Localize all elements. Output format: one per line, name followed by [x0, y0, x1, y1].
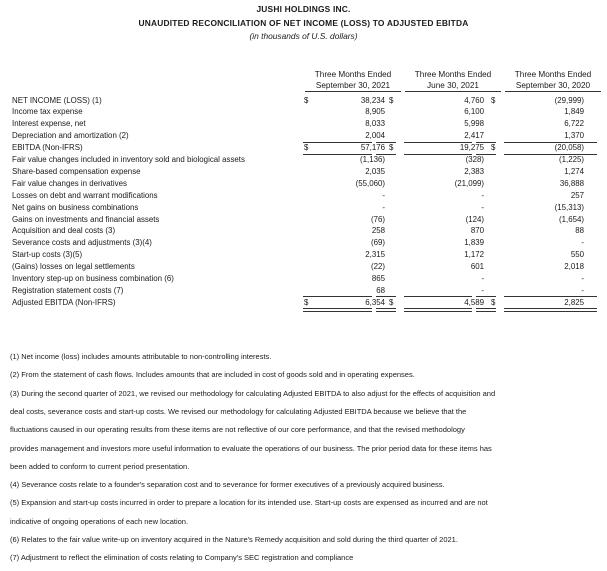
row-value: 2,315: [365, 250, 385, 260]
table-rule: [404, 308, 472, 312]
row-value: 1,172: [464, 250, 484, 260]
table-row: [12, 142, 597, 154]
units-note: (in thousands of U.S. dollars): [249, 31, 358, 41]
footnote-line: (1) Net income (loss) includes amounts attributable to non-controlling interests.: [10, 352, 272, 361]
row-value: 88: [575, 226, 584, 236]
table-row: [12, 154, 597, 166]
row-label: Depreciation and amortization (2): [12, 131, 129, 141]
footnote-line: (5) Expansion and start-up costs incurred in order to prepare a location for its intended use. Start-up costs are expensed as incurred and are not: [10, 498, 488, 508]
table-row: [12, 95, 597, 107]
table-row: [12, 225, 597, 237]
row-value: (1,225): [558, 155, 584, 164]
row-value: -: [481, 274, 484, 283]
row-value: -: [382, 190, 385, 200]
currency-symbol: $: [389, 95, 394, 105]
table-rule: [303, 296, 372, 297]
table-rule: [376, 142, 396, 143]
row-value: 2,035: [365, 166, 385, 176]
table-rule: [504, 142, 597, 143]
row-label: Registration statement costs (7): [12, 285, 124, 295]
currency-symbol: $: [491, 95, 496, 105]
row-label: Share-based compensation expense: [12, 166, 141, 176]
table-row: [12, 273, 597, 285]
row-label: Fair value changes included in inventory sold and biological assets: [12, 155, 245, 164]
currency-symbol: $: [491, 143, 496, 153]
row-value: 1,849: [564, 107, 584, 117]
table-rule: [404, 154, 472, 155]
table-rule: [504, 296, 597, 297]
row-value: (21,099): [454, 178, 484, 188]
table-row: [12, 237, 597, 249]
row-label: Income tax expense: [12, 107, 83, 117]
column-header-q3-2020: Three Months Ended September 30, 2020: [505, 69, 601, 92]
row-value: 1,370: [564, 131, 584, 141]
row-label: Adjusted EBITDA (Non-IFRS): [12, 297, 116, 307]
row-value: -: [581, 274, 584, 283]
row-value: (55,060): [355, 178, 385, 188]
footnote-line: been added to conform to current period presentation.: [10, 461, 190, 471]
row-label: Fair value changes in derivatives: [12, 178, 127, 188]
row-label: Start-up costs (3)(5): [12, 250, 83, 260]
row-label: EBITDA (Non-IFRS): [12, 143, 83, 153]
row-value: 870: [470, 226, 484, 236]
table-rule: [303, 142, 372, 143]
table-row: [12, 285, 597, 297]
row-value: (1,136): [359, 155, 385, 164]
row-value: 68: [376, 285, 385, 295]
column-header-q2-2021: Three Months Ended June 30, 2021: [405, 69, 501, 92]
row-value: 6,722: [564, 119, 584, 129]
row-label: (Gains) losses on legal settlements: [12, 262, 135, 272]
table-row: [12, 297, 597, 309]
row-label: Gains on investments and financial assets: [12, 214, 160, 224]
row-value: -: [581, 285, 584, 295]
company-name: JUSHI HOLDINGS INC.: [256, 4, 351, 14]
row-value: 2,383: [464, 166, 484, 176]
row-value: 601: [470, 262, 484, 272]
row-label: Losses on debt and warrant modifications: [12, 190, 158, 200]
table-rule: [504, 154, 597, 155]
currency-symbol: $: [491, 297, 496, 307]
table-rule: [476, 142, 496, 143]
currency-symbol: $: [389, 143, 394, 153]
row-value: -: [581, 238, 584, 248]
row-value: -: [382, 202, 385, 212]
table-rule: [404, 296, 472, 297]
table-rule: [476, 154, 496, 155]
footnote-line: (3) During the second quarter of 2021, we revised our methodology for calculating Adjusted EBITDA to also adjust for the effects of acquisition and: [10, 388, 496, 398]
row-value: -: [481, 190, 484, 200]
footnote-line: fluctuations caused in our operating results from these items are not reflective of our core performance, and that the revised methodology: [10, 425, 465, 435]
row-value: 5,998: [464, 119, 484, 129]
table-row: [12, 166, 597, 178]
column-header-q3-2021: Three Months Ended September 30, 2021: [305, 69, 401, 92]
row-value: 38,234: [360, 95, 385, 105]
row-value: 2,004: [365, 131, 385, 141]
row-value: (20,058): [554, 143, 584, 153]
footnote-line: indicative of ongoing operations of each new location.: [10, 516, 189, 526]
row-value: 1,274: [564, 166, 584, 176]
table-rule: [376, 308, 396, 312]
table-rule: [504, 308, 597, 312]
footnote-line: (7) Adjustment to reflect the elimination of costs relating to Company's SEC registration and compliance: [10, 553, 354, 563]
row-value: -: [481, 202, 484, 212]
table-row: [12, 106, 597, 118]
row-value: 36,888: [559, 178, 584, 188]
row-value: (22): [370, 262, 385, 272]
row-value: 2,417: [464, 131, 484, 141]
row-value: 258: [371, 226, 385, 236]
row-value: 6,354: [365, 297, 385, 307]
table-row: [12, 214, 597, 226]
row-value: 257: [570, 190, 584, 200]
report-title: UNAUDITED RECONCILIATION OF NET INCOME (LOSS) TO ADJUSTED EBITDA: [138, 18, 469, 28]
footnote-line: (2) From the statement of cash flows. Includes amounts that are included in cost of goods sold and in operating expenses.: [10, 370, 415, 380]
table-row: [12, 202, 597, 214]
row-label: Severance costs and adjustments (3)(4): [12, 238, 152, 248]
row-value: 4,589: [464, 297, 484, 307]
row-value: 865: [371, 274, 385, 283]
row-value: 2,825: [564, 297, 584, 307]
row-value: 4,760: [464, 95, 484, 105]
row-value: (1,654): [558, 214, 584, 224]
currency-symbol: $: [304, 297, 309, 307]
row-value: (69): [370, 238, 385, 248]
row-label: NET INCOME (LOSS) (1): [12, 95, 102, 105]
row-label: Net gains on business combinations: [12, 202, 139, 212]
row-value: 2,018: [564, 262, 584, 272]
table-rule: [303, 308, 372, 312]
table-rule: [376, 154, 396, 155]
row-label: Interest expense, net: [12, 119, 86, 129]
table-rule: [376, 296, 396, 297]
footnote-line: provides management and investors more useful information to evaluate the operations of our business. The prior period data for these items has: [10, 443, 492, 453]
row-value: (124): [465, 214, 484, 224]
row-value: (15,313): [554, 202, 584, 212]
row-label: Inventory step-up on business combination (6): [12, 274, 174, 283]
table-row: [12, 249, 597, 261]
currency-symbol: $: [304, 95, 309, 105]
table-row: [12, 118, 597, 130]
table-row: [12, 178, 597, 190]
row-value: -: [481, 285, 484, 295]
currency-symbol: $: [389, 297, 394, 307]
row-value: (328): [465, 155, 484, 164]
currency-symbol: $: [304, 143, 309, 153]
row-value: (76): [370, 214, 385, 224]
row-value: 19,275: [459, 143, 484, 153]
table-rule: [404, 142, 472, 143]
table-row: [12, 261, 597, 273]
row-value: 8,033: [365, 119, 385, 129]
table-rule: [476, 308, 496, 312]
table-rule: [476, 296, 496, 297]
row-value: 8,905: [365, 107, 385, 117]
footnote-line: (6) Relates to the fair value write-up on inventory acquired in the Nature's Remedy acquisition and sold during the third quarter of 2021.: [10, 535, 458, 544]
row-label: Acquisition and deal costs (3): [12, 226, 116, 236]
table-row: [12, 130, 597, 142]
row-value: 550: [570, 250, 584, 260]
row-value: 57,176: [360, 143, 385, 153]
footnote-line: (4) Severance costs relate to a founder's separation cost and to severance for former executives of a previously acquired business.: [10, 480, 445, 490]
row-value: (29,999): [554, 95, 584, 105]
table-row: [12, 190, 597, 202]
row-value: 6,100: [464, 107, 484, 117]
table-rule: [303, 154, 372, 155]
row-value: 1,839: [464, 238, 484, 248]
footnote-line: deal costs, severance costs and start-up costs. We revised our methodology for calculating Adjusted EBITDA because we believe that the: [10, 406, 467, 416]
